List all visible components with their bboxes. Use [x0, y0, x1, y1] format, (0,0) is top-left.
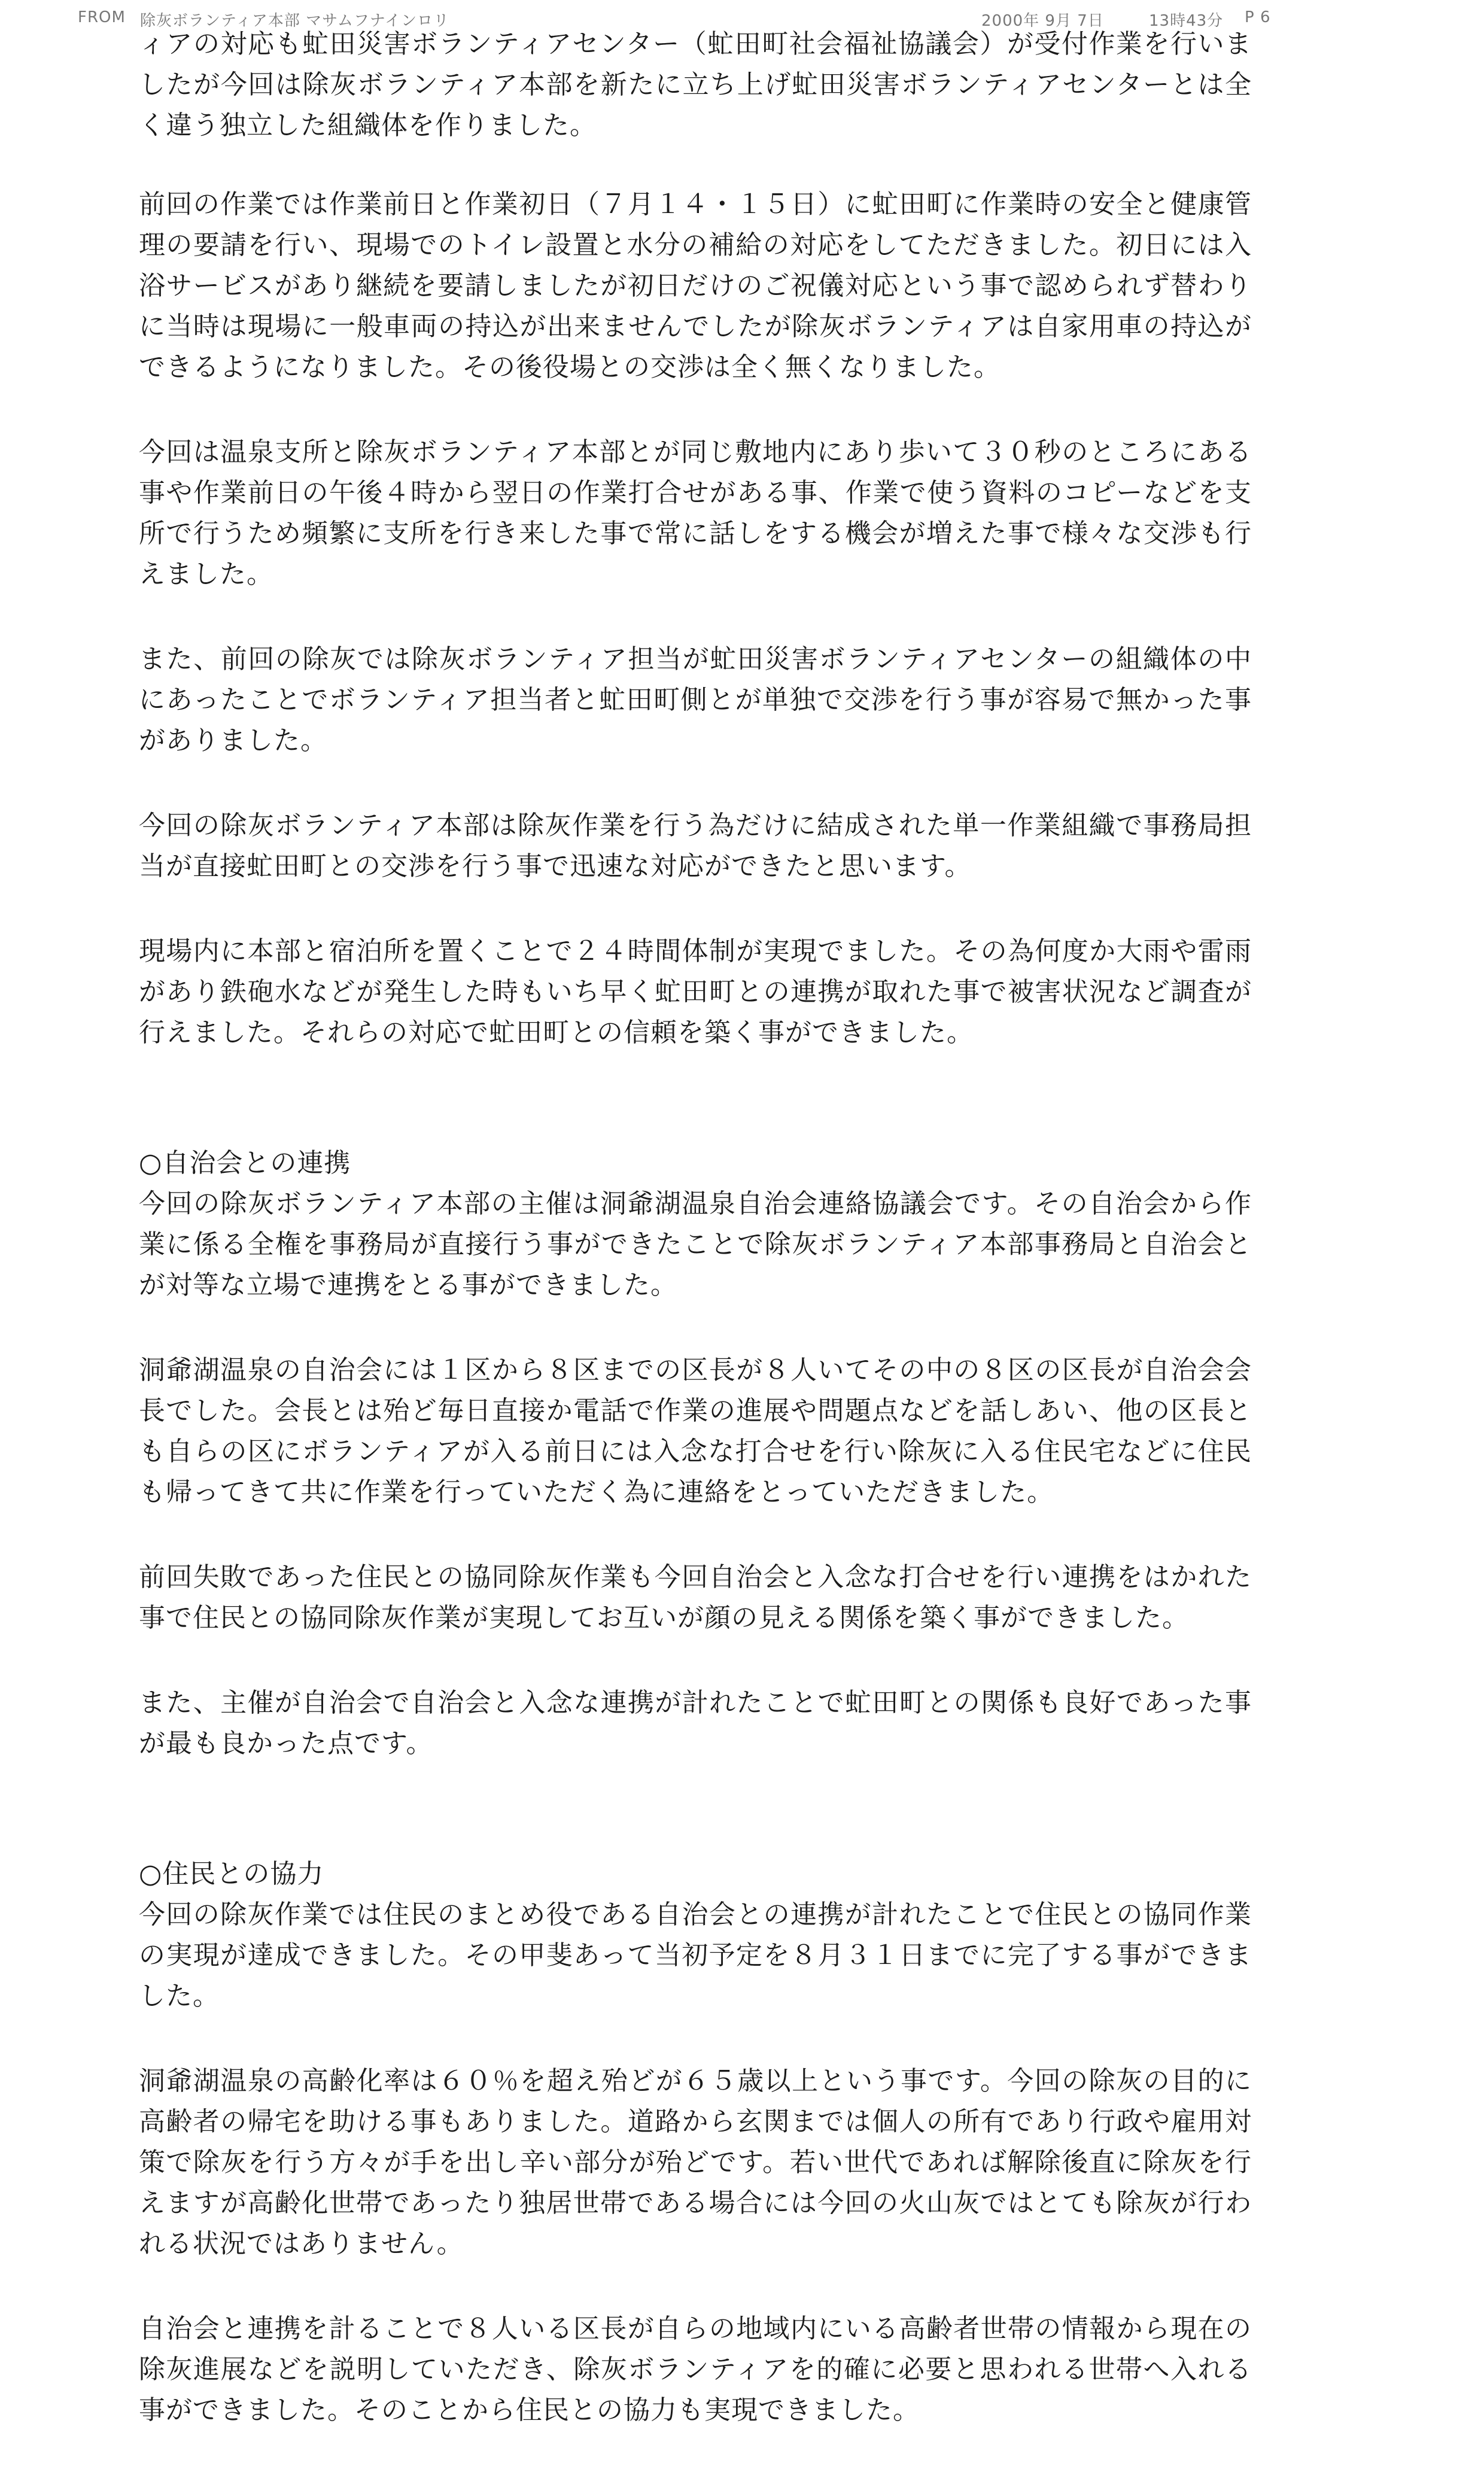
intro-paragraph: 前回の作業では作業前日と作業初日（７月１４・１５日）に虻田町に作業時の安全と健康管理の要請を行い、現場でのトイレ設置と水分の補給の対応をしてただきました。初日には入浴サービスがあり継続を要請しましたが初日だけのご祝儀対応という事で認められず替わりに当時は現場に一般車両の持込が出来ませんでしたが除灰ボランティアは自家用車の持込ができるようになりました。その後役場との交渉は全く無くなりました。	[139, 189, 1252, 382]
fax-time: 13時43分	[1149, 12, 1224, 30]
section-jichikai	[139, 1143, 1252, 1764]
section-paragraph: 今回の除灰作業では住民のまとめ役である自治会との連携が計れたことで住民との協同作業の実現が達成できました。その甲斐あって当初予定を８月３１日までに完了する事ができました。	[139, 1899, 1252, 2011]
intro-paragraph: また、前回の除灰では除灰ボランティア担当が虻田災害ボランティアセンターの組織体の中にあったことでボランティア担当者と虻田町側とが単独で交渉を行う事が容易で無かった事がありました。	[139, 644, 1252, 756]
intro-paragraph: 今回の除灰ボランティア本部は除灰作業を行う為だけに結成された単一作業組織で事務局担当が直接虻田町との交渉を行う事で迅速な対応ができたと思います。	[139, 810, 1252, 881]
fax-sender: 除灰ボランティア本部 マサムフナインロリ	[140, 12, 450, 30]
fax-date: 2000年 9月 7日	[981, 12, 1104, 30]
section-heading: ○自治会との連携	[139, 1148, 351, 1178]
intro-paragraph: 現場内に本部と宿泊所を置くことで２４時間体制が実現でました。その為何度か大雨や雷雨があり鉄砲水などが発生した時もいち早く虻田町との連携が取れた事で被害状況など調査が行えました。それらの対応で虻田町との信頼を築く事ができました。	[139, 936, 1252, 1048]
section-paragraph: 前回失敗であった住民との協同除灰作業も今回自治会と入念な打合せを行い連携をはかれた事で住民との協同除灰作業が実現してお互いが顔の見える関係を築く事ができました。	[139, 1562, 1252, 1633]
section-paragraph: 洞爺湖温泉の高齢化率は６０％を超え殆どが６５歳以上という事です。今回の除灰の目的に高齢者の帰宅を助ける事もありました。道路から玄関までは個人の所有であり行政や雇用対策で除灰を行う方々が手を出し辛い部分が殆どです。若い世代であれば解除後直に除灰を行えますが高齢化世帯であったり独居世帯である場合には今回の火山灰ではとても除灰が行われる状況ではありません。	[139, 2066, 1252, 2259]
section-heading: ○住民との協力	[139, 1859, 324, 1889]
document-body	[139, 24, 1252, 2475]
intro-paragraph: 今回は温泉支所と除灰ボランティア本部とが同じ敷地内にあり歩いて３０秒のところにある事や作業前日の午後４時から翌日の作業打合せがある事、作業で使う資料のコピーなどを支所で行うため頻繁に支所を行き来した事で常に話しをする機会が増えた事で様々な交渉も行えました。	[139, 437, 1252, 589]
section-paragraph: 洞爺湖温泉の自治会には１区から８区までの区長が８人いてその中の８区の区長が自治会会長でした。会長とは殆ど毎日直接か電話で作業の進展や問題点などを話しあい、他の区長とも自らの区にボランティアが入る前日には入念な打合せを行い除灰に入る住民宅などに住民も帰ってきて共に作業を行っていただく為に連絡をとっていただきました。	[139, 1355, 1252, 1507]
fax-from-label: FROM	[78, 8, 126, 26]
section-paragraph: また、主催が自治会で自治会と入念な連携が計れたことで虻田町との関係も良好であった事が最も良かった点です。	[139, 1688, 1252, 1759]
intro-paragraph: ィアの対応も虻田災害ボランティアセンター（虻田町社会福祉協議会）が受付作業を行いましたが今回は除灰ボランティア本部を新たに立ち上げ虻田災害ボランティアセンターとは全く違う独立した組織体を作りました。	[139, 29, 1252, 141]
section-paragraph: 自治会と連携を計ることで８人いる区長が自らの地域内にいる高齢者世帯の情報から現在の除灰進展などを説明していただき、除灰ボランティアを的確に必要と思われる世帯へ入れる事ができました。そのことから住民との協力も実現できました。	[139, 2313, 1252, 2425]
section-paragraph: 今回の除灰ボランティア本部の主催は洞爺湖温泉自治会連絡協議会です。その自治会から作業に係る全権を事務局が直接行う事ができたことで除灰ボランティア本部事務局と自治会とが対等な立場で連携をとる事ができました。	[139, 1188, 1252, 1300]
fax-page-number: P 6	[1245, 8, 1271, 26]
section-jumin	[139, 1854, 1252, 2431]
